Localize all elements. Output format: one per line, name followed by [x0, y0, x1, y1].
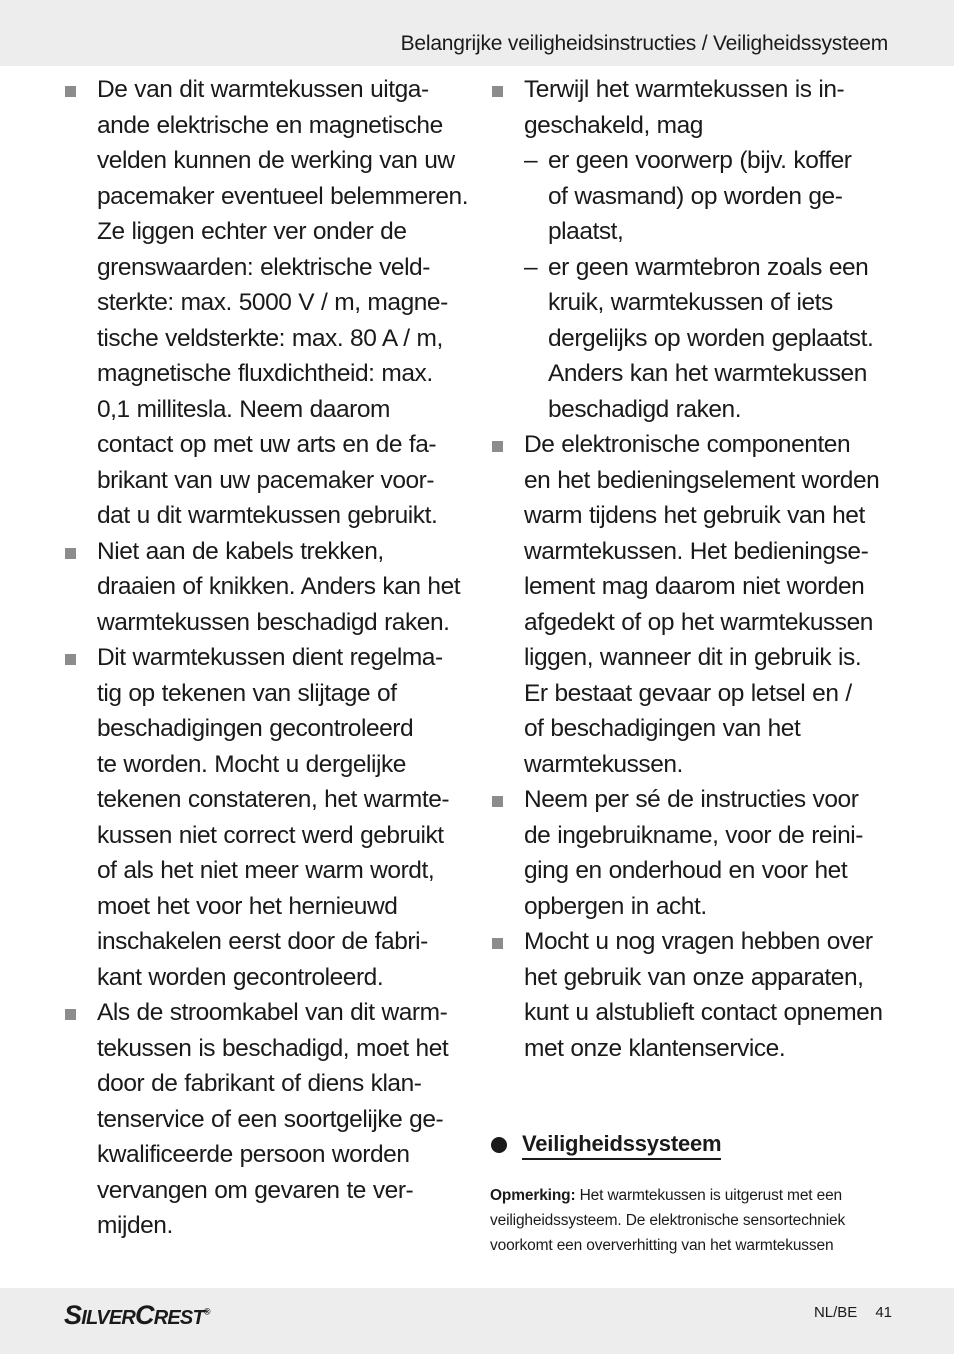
footer-info [814, 1304, 892, 1321]
text-line: inschakelen eerst door de fabri- [97, 928, 428, 955]
text-line: warmtekussen beschadigd raken. [97, 608, 450, 636]
text-line: warmtekussen. Het bedieningse- [524, 537, 869, 565]
text-line: plaatst, [548, 218, 624, 245]
text-line: magnetische fluxdichtheid: max. [97, 360, 433, 387]
square-bullet-icon [492, 86, 503, 97]
text-line: dergelijks op worden geplaatst. [548, 324, 874, 352]
note-label: Opmerking: [490, 1187, 576, 1204]
text-line: 0,1 millitesla. Neem daarom [97, 395, 390, 423]
text-line: kwalificeerde persoon worden [97, 1141, 410, 1168]
page-number: 41 [875, 1304, 892, 1321]
text-line: contact op met uw arts en de fa- [97, 431, 437, 458]
text-line: mijden. [97, 1212, 173, 1239]
safety-item-pacemaker [62, 72, 474, 534]
text-line: Mocht u nog vragen hebben over [524, 928, 873, 955]
text-line: tekussen is beschadigd, moet het [97, 1034, 449, 1062]
safety-item-instructions [489, 782, 899, 924]
text-line: beschadigd raken. [548, 395, 742, 423]
text-line: er geen voorwerp (bijv. koffer [548, 147, 852, 174]
text-line: en het bedieningselement worden [524, 466, 880, 494]
text-line: vervangen om gevaren te ver- [97, 1176, 414, 1204]
text-line: grenswaarden: elektrische veld- [97, 253, 430, 281]
dash-marker: – [524, 253, 538, 281]
dash-marker: – [524, 147, 538, 174]
safety-item-customer-service [489, 924, 899, 1066]
text-line: te worden. Mocht u dergelijke [97, 750, 406, 778]
round-bullet-icon [491, 1137, 507, 1153]
sub-item-objects [524, 143, 899, 250]
text-line: kruik, warmtekussen of iets [548, 289, 833, 316]
text-line: velden kunnen de werking van uw [97, 147, 455, 174]
text-line: er geen warmtebron zoals een [548, 253, 869, 281]
text-line: tenservice of een soortgelijke ge- [97, 1105, 444, 1133]
text-line: De van dit warmtekussen uitga- [97, 76, 429, 103]
text-line: pacemaker eventueel belemmeren. [97, 182, 469, 210]
text-line: of beschadigingen van het [524, 715, 801, 742]
text-line: lement mag daarom niet worden [524, 573, 865, 600]
text-line: afgedekt of op het warmtekussen [524, 608, 873, 636]
square-bullet-icon [65, 1009, 76, 1020]
text-line: De elektronische componenten [524, 431, 851, 458]
text-line: brikant van uw pacemaker voor- [97, 466, 435, 494]
safety-item-switched-on [489, 72, 899, 427]
square-bullet-icon [492, 938, 503, 949]
left-column [62, 72, 474, 1244]
safety-item-electronics [489, 427, 899, 782]
note-text: voorkomt een oververhitting van het warmtekussen [490, 1237, 834, 1254]
text-line: warmtekussen. [524, 750, 683, 778]
text-line: Niet aan de kabels trekken, [97, 537, 384, 565]
right-column [489, 72, 899, 1066]
text-line: Anders kan het warmtekussen [548, 360, 867, 387]
note-text: veiligheidssysteem. De elektronische sensortechniek [490, 1212, 846, 1229]
logo-letter: S [64, 1300, 82, 1330]
logo-letter: C [135, 1300, 154, 1330]
text-line: Terwijl het warmtekussen is in- [524, 76, 845, 103]
text-line: ging en onderhoud en voor het [524, 857, 848, 884]
square-bullet-icon [65, 654, 76, 665]
text-line: de ingebruikname, voor de reini- [524, 821, 863, 849]
note-text: Het warmtekussen is uitgerust met een [575, 1187, 843, 1204]
text-line: sterkte: max. 5000 V / m, magne- [97, 289, 448, 316]
text-line: geschakeld, mag [524, 111, 703, 139]
safety-item-power-cable [62, 995, 474, 1244]
sub-item-heat-source [524, 250, 899, 428]
text-line: beschadigingen gecontroleerd [97, 715, 414, 742]
note-paragraph [490, 1183, 900, 1258]
registered-mark: ® [203, 1306, 210, 1317]
square-bullet-icon [65, 86, 76, 97]
text-line: opbergen in acht. [524, 892, 707, 920]
safety-item-cables [62, 534, 474, 641]
section-title: Veiligheidssysteem [522, 1130, 721, 1160]
text-line: kant worden gecontroleerd. [97, 963, 384, 991]
square-bullet-icon [492, 796, 503, 807]
text-line: Neem per sé de instructies voor [524, 786, 859, 813]
text-line: Ze liggen echter ver onder de [97, 218, 407, 245]
text-line: warm tijdens het gebruik van het [524, 502, 865, 529]
text-line: kunt u alstublieft contact opnemen [524, 999, 883, 1026]
section-heading [489, 1130, 721, 1160]
locale-code: NL/BE [813, 1304, 858, 1321]
text-line: met onze klantenservice. [524, 1034, 786, 1062]
square-bullet-icon [492, 441, 503, 452]
text-line: ande elektrische en magnetische [97, 111, 443, 139]
text-line: Als de stroomkabel van dit warm- [97, 999, 448, 1026]
page-header-title: Belangrijke veiligheidsinstructies / Veiligheidssysteem [400, 32, 888, 55]
logo-letters: REST [153, 1307, 204, 1329]
square-bullet-icon [65, 548, 76, 559]
text-line: Dit warmtekussen dient regelma- [97, 644, 443, 671]
text-line: tische veldsterkte: max. 80 A / m, [97, 324, 443, 352]
safety-item-inspection [62, 640, 474, 995]
text-line: moet het voor het hernieuwd [97, 892, 398, 920]
logo-letters: ILVER [81, 1307, 136, 1329]
text-line: of wasmand) op worden ge- [548, 182, 843, 210]
text-line: draaien of knikken. Anders kan het [97, 573, 461, 600]
text-line: liggen, wanneer dit in gebruik is. [524, 644, 862, 671]
text-line: Er bestaat gevaar op letsel en / [524, 679, 852, 707]
text-line: tig op tekenen van slijtage of [97, 679, 397, 707]
silvercrest-logo [64, 1300, 210, 1331]
text-line: kussen niet correct werd gebruikt [97, 821, 444, 849]
text-line: dat u dit warmtekussen gebruikt. [97, 502, 438, 529]
text-line: tekenen constateren, het warmte- [97, 786, 450, 813]
text-line: of als het niet meer warm wordt, [97, 857, 435, 884]
text-line: het gebruik van onze apparaten, [524, 963, 864, 991]
text-line: door de fabrikant of diens klan- [97, 1070, 422, 1097]
